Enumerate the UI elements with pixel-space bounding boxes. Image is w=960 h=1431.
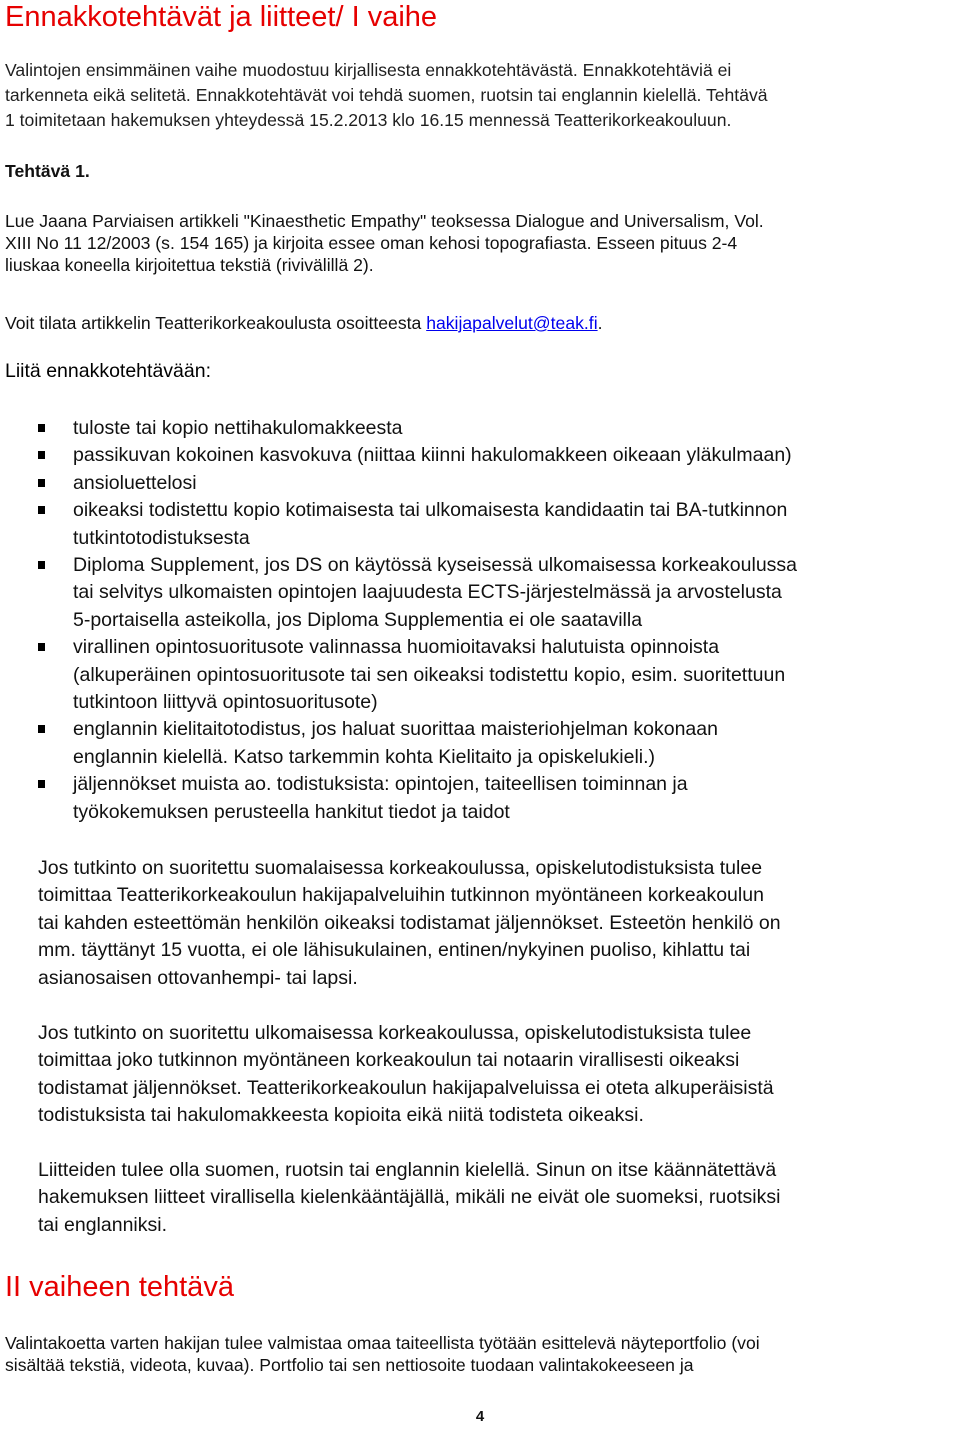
task-1	[5, 160, 955, 182]
square-bullet-icon	[38, 780, 45, 788]
list-item-line: 5-portaisella asteikolla, jos Diploma Supplementia ei ole saatavilla	[73, 608, 643, 631]
paragraph-line: tai kahden esteettömän henkilön oikeaksi todistamat jäljennökset. Esteetön henkilö on	[38, 911, 781, 934]
paragraph-line: sisältää tekstiä, videota, kuvaa). Portfolio tai sen nettiosoite tuodaan valintakokeeseen ja	[5, 1355, 694, 1375]
task-line: XIII No 11 12/2003 (s. 154 165) ja kirjoita essee oman kehosi topografiasta. Esseen pituus 2-4	[5, 233, 738, 253]
list-item-line: (alkuperäinen opintosuoritusote tai sen oikeaksi todistettu kopio, esim. suoritettuun	[73, 663, 786, 686]
list-item-line: tutkintotodistuksesta	[73, 526, 250, 549]
intro-paragraph	[5, 58, 955, 133]
square-bullet-icon	[38, 506, 45, 514]
attachments-heading: Liitä ennakkotehtävään:	[5, 360, 211, 382]
square-bullet-icon	[38, 725, 45, 733]
paragraph-line: todistamat jäljennökset. Teatterikorkeakoulun hakijapalveluissa ei oteta alkuperäisistä	[38, 1076, 774, 1099]
task-line: Lue Jaana Parviaisen artikkeli "Kinaesthetic Empathy" teoksessa Dialogue and Universalism, Vol.	[5, 211, 764, 231]
list-item	[0, 442, 960, 469]
phase-2-paragraph	[5, 1332, 955, 1376]
paragraph-line: asianosaisen ottovanhempi- tai lapsi.	[38, 966, 358, 989]
paragraph-line: toimittaa Teatterikorkeakoulun hakijapalveluihin tutkinnon myöntäneen korkeakoulun	[38, 884, 764, 907]
order-article-text-wrapper	[5, 312, 955, 334]
paragraph-line: tai englanniksi.	[38, 1213, 167, 1236]
list-item-line: englannin kielitaitotodistus, jos haluat suorittaa maisteriohjelman kokonaan	[73, 718, 718, 741]
paragraph-line: mm. täyttänyt 15 vuotta, ei ole lähisukulainen, entinen/nykyinen puoliso, kihlattu tai	[38, 939, 751, 962]
square-bullet-icon	[38, 561, 45, 569]
paragraph-line: hakemuksen liitteet virallisella kielenkääntäjällä, mikäli ne eivät ole suomeksi, ruotsiksi	[38, 1186, 781, 1209]
list-item	[0, 497, 960, 552]
list-item-line: englannin kielellä. Katso tarkemmin kohta Kielitaito ja opiskelukieli.)	[73, 745, 656, 768]
order-article-line	[5, 312, 955, 334]
list-item-line: tuloste tai kopio nettihakulomakkeesta	[73, 417, 403, 439]
list-item	[0, 415, 960, 442]
task-line: liuskaa koneella kirjoitettua tekstiä (rivivälillä 2).	[5, 255, 374, 275]
paragraph-line: Liitteiden tulee olla suomen, ruotsin tai englannin kielellä. Sinun on itse käännätettävä	[38, 1159, 777, 1181]
list-item-line: virallinen opintosuoritusote valinnassa huomioitavaksi halutuista opinnoista	[73, 636, 720, 659]
task-description	[5, 210, 955, 276]
attachments-list	[0, 415, 960, 826]
list-item	[0, 771, 960, 826]
square-bullet-icon	[38, 451, 45, 459]
order-article-text: Voit tilata artikkelin Teatterikorkeakoulusta osoitteesta	[5, 313, 427, 333]
list-item-line: jäljennökset muista ao. todistuksista: opintojen, taiteellisen toiminnan ja	[73, 773, 688, 796]
paragraph-line: Jos tutkinto on suoritettu ulkomaisessa korkeakoulussa, opiskelutodistuksista tulee	[38, 1022, 752, 1044]
email-link[interactable]: hakijapalvelut@teak.fi	[426, 313, 598, 333]
paragraph-line: todistuksista tai hakulomakkeesta kopioita eikä niitä todisteta oikeaksi.	[38, 1104, 644, 1127]
list-item-line: passikuvan kokoinen kasvokuva (niittaa kiinni hakulomakkeen oikeaan yläkulmaan)	[73, 444, 792, 467]
list-item	[0, 470, 960, 497]
list-item	[0, 634, 960, 716]
list-item	[0, 716, 960, 771]
list-item	[0, 552, 960, 634]
list-item-line: Diploma Supplement, jos DS on käytössä kyseisessä ulkomaisessa korkeakoulussa	[73, 554, 798, 577]
order-article-end: .	[597, 313, 603, 333]
square-bullet-icon	[38, 424, 45, 432]
square-bullet-icon	[38, 643, 45, 651]
attachments-heading-block	[5, 358, 955, 384]
list-item-line: tutkintoon liittyvä opintosuoritusote)	[73, 691, 378, 714]
list-item-line: oikeaksi todistettu kopio kotimaisesta tai ulkomaisesta kandidaatin tai BA-tutkinnon	[73, 499, 788, 522]
section-heading-phase-1: Ennakkotehtävät ja liitteet/ I vaihe	[5, 1, 438, 33]
list-item-line: ansioluettelosi	[73, 471, 197, 494]
paragraph-line: Jos tutkinto on suoritettu suomalaisessa korkeakoulussa, opiskelutodistuksista tulee	[38, 857, 763, 879]
task-title: Tehtävä 1.	[5, 161, 90, 181]
section-heading-phase-2: II vaiheen tehtävä	[5, 1271, 234, 1303]
paragraph-foreign-degree	[38, 1020, 958, 1130]
paragraph-line: toimittaa joko tutkinnon myöntäneen korkeakoulun tai notaarin virallisesti oikeaksi	[38, 1049, 740, 1072]
list-item-line: tai selvitys ulkomaisten opintojen laajuudesta ECTS-järjestelmässä ja arvostelusta	[73, 581, 782, 604]
square-bullet-icon	[38, 479, 45, 487]
paragraph-domestic-degree	[38, 855, 958, 992]
intro-line: Valintojen ensimmäinen vaihe muodostuu kirjallisesta ennakkotehtävästä. Ennakkotehtäviä ei	[5, 60, 732, 80]
list-item-line: työkokemuksen perusteella hankitut tiedot ja taidot	[73, 800, 510, 823]
paragraph-attachment-languages	[38, 1157, 958, 1239]
page-number: 4	[475, 1408, 485, 1425]
intro-line: tarkenneta eikä selitetä. Ennakkotehtävät voi tehdä suomen, ruotsin tai englannin kielellä. Tehtävä	[5, 85, 768, 105]
intro-line: 1 toimitetaan hakemuksen yhteydessä 15.2.2013 klo 16.15 mennessä Teatterikorkeakouluun.	[5, 110, 732, 130]
paragraph-line: Valintakoetta varten hakijan tulee valmistaa omaa taiteellista työtään esittelevä näyteportfolio (voi	[5, 1333, 760, 1353]
